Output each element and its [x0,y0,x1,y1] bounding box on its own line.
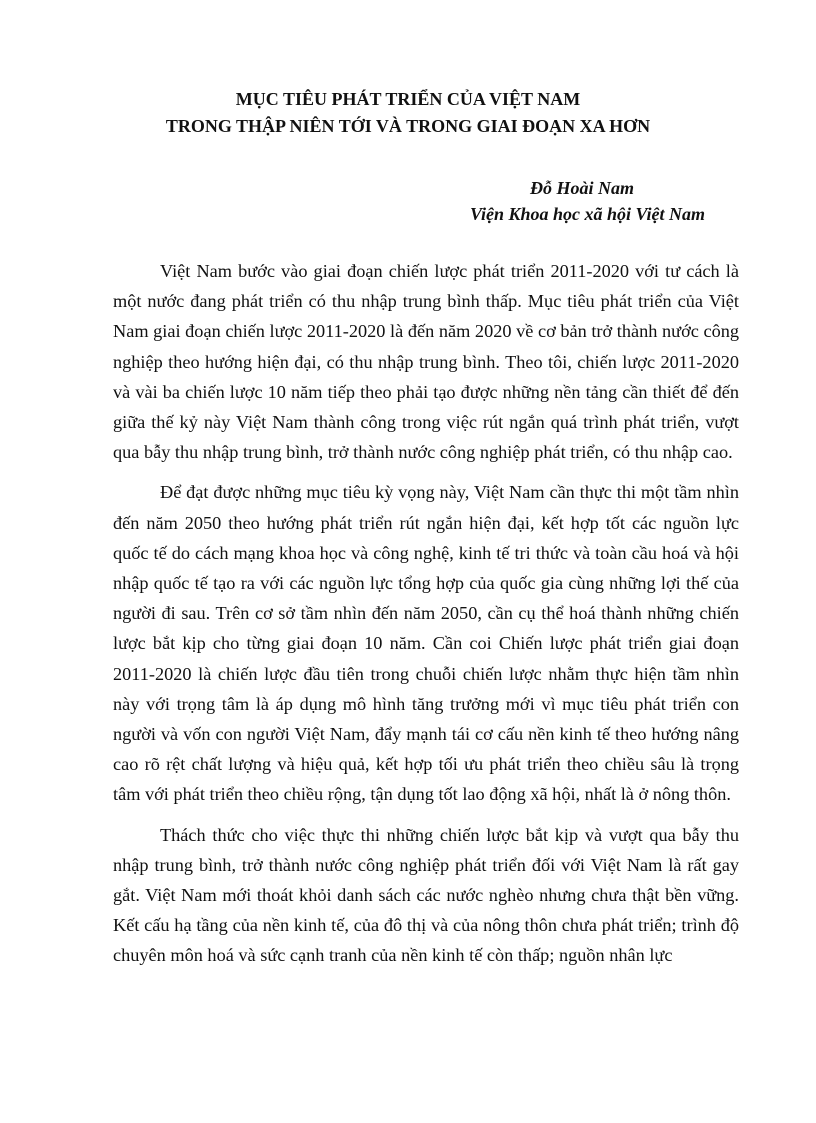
title-line-1: MỤC TIÊU PHÁT TRIỂN CỦA VIỆT NAM [235,89,581,109]
title-line-2: TRONG THẬP NIÊN TỚI VÀ TRONG GIAI ĐOẠN XA HƠN [165,116,651,136]
paragraph-3: Thách thức cho việc thực thi những chiến lược bắt kịp và vượt qua bẫy thu nhập trung bình, trở thành nước công nghiệp phát triển đối với Việt Nam là rất gay gắt. Việt Nam mới thoát khỏi danh sách các nước nghèo nhưng chưa thật bền vững. Kết cấu hạ tầng của nền kinh tế, của đô thị và của nông thôn chưa phát triển; trình độ chuyên môn hoá và sức cạnh tranh của nền kinh tế còn thấp; nguồn nhân lực [113,824,739,966]
body-text [113,256,739,981]
author-name: Đỗ Hoài Nam [530,178,635,198]
author-block [470,175,790,227]
author-affiliation: Viện Khoa học xã hội Việt Nam [470,204,706,224]
paragraph-1: Việt Nam bước vào giai đoạn chiến lược phát triển 2011-2020 với tư cách là một nước đang phát triển có thu nhập trung bình thấp. Mục tiêu phát triển của Việt Nam giai đoạn chiến lược 2011-2020 là đến năm 2020 về cơ bản trở thành nước công nghiệp theo hướng hiện đại, có thu nhập trung bình. Theo tôi, chiến lược 2011-2020 và vài ba chiến lược 10 năm tiếp theo phải tạo được những nền tảng cần thiết để đến giữa thế kỷ này Việt Nam thành công trong việc rút ngắn quá trình phát triển, vượt qua bẫy thu nhập trung bình, trở thành nước công nghiệp phát triển, có thu nhập cao. [113,261,739,463]
paragraph-2: Để đạt được những mục tiêu kỳ vọng này, Việt Nam cần thực thi một tầm nhìn đến năm 2050 theo hướng phát triển rút ngắn hiện đại, kết hợp tốt các nguồn lực quốc tế do cách mạng khoa học và công nghệ, kinh tế tri thức và toàn cầu hoá và hội nhập quốc tế tạo ra với các nguồn lực tổng hợp của quốc gia cùng những lợi thế của người đi sau. Trên cơ sở tầm nhìn đến năm 2050, cần cụ thể hoá thành những chiến lược bắt kịp cho từng giai đoạn 10 năm. Cần coi Chiến lược phát triển giai đoạn 2011-2020 là chiến lược đầu tiên trong chuỗi chiến lược nhằm thực hiện tầm nhìn này với trọng tâm là áp dụng mô hình tăng trưởng mới vì mục tiêu phát triển con người và vốn con người Việt Nam, đẩy mạnh tái cơ cấu nền kinh tế theo hướng nâng cao rõ rệt chất lượng và hiệu quả, kết hợp tối ưu phát triển theo chiều sâu là trọng tâm với phát triển theo chiều rộng, tận dụng tốt lao động xã hội, nhất là ở nông thôn. [113,482,739,805]
